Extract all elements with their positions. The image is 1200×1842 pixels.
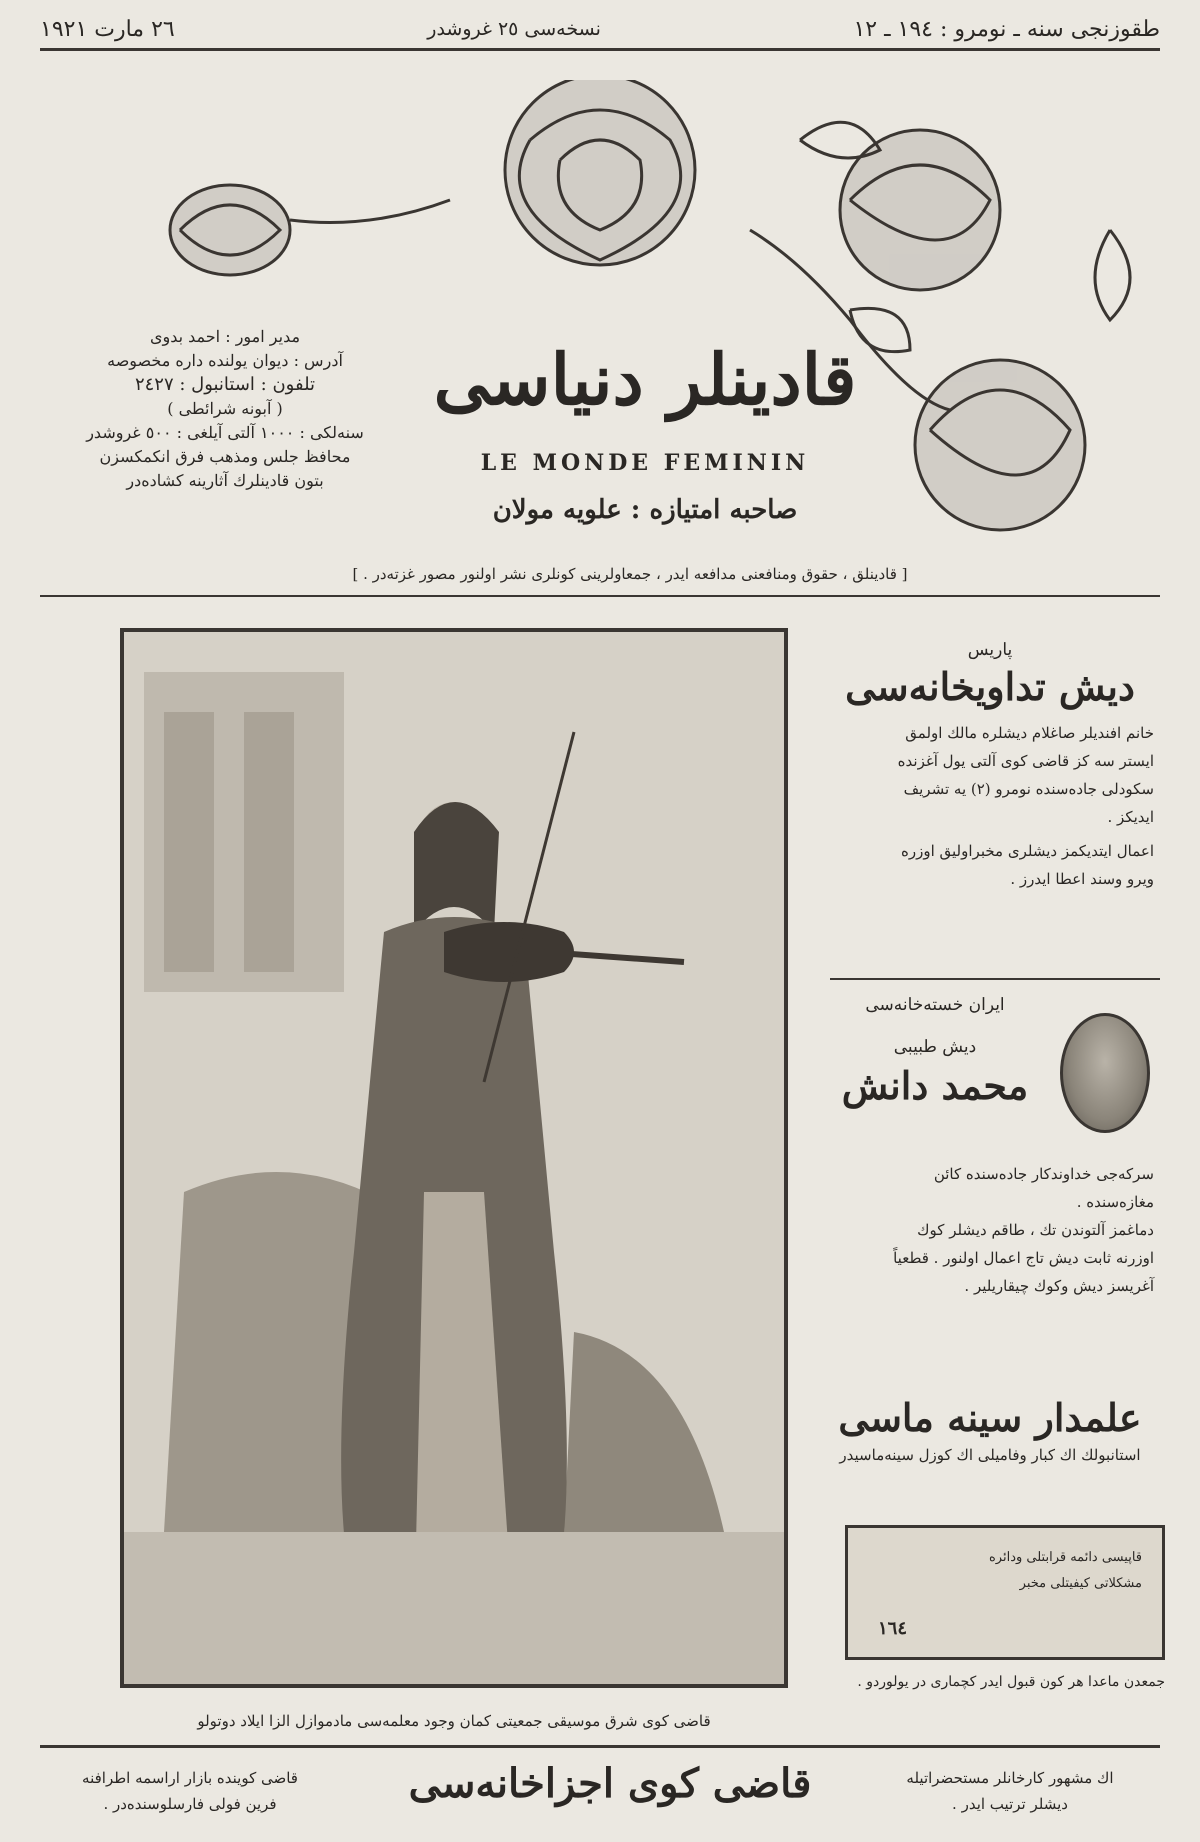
masthead-title-french: LE MONDE FEMININ <box>480 450 810 476</box>
dentist-ad <box>820 995 1160 1335</box>
bottom-line: قاضی کوینده بازار اراسمه اطرافنه <box>82 1769 298 1787</box>
bottom-line: اك مشهور کارخانلر مستحضراتیله <box>906 1769 1114 1787</box>
dentist-portrait <box>1060 1013 1150 1133</box>
pharmacy-title: قاضی کوی اجزاخانه‌سی <box>408 1760 812 1807</box>
imprint-line: سنه‌لکی : ١٠٠٠ آلتی آیلغی : ٥٠٠ غروشدر <box>86 423 364 442</box>
bottom-rule <box>40 1745 1160 1748</box>
masthead-title: قادینلر دنیاسی <box>433 338 857 421</box>
bottom-left-ad <box>40 1765 340 1817</box>
cinema-ad <box>820 1395 1160 1464</box>
bottom-line: دیشلر ترتیب ایدر . <box>952 1795 1068 1813</box>
motto: [ قادینلق ، حقوق ومنافعنی مدافعه ایدر ، جمعاولرینی کونلری نشر اولنور مصور غزته‌در . ] <box>352 565 908 583</box>
imprint-line: ( آبونه شرائطی ) <box>167 399 283 418</box>
ad-line: خانم افندیلر صاغلام دیشلره مالك اولمق <box>905 724 1154 742</box>
ad-line: ایستر سه کز قاضی کوی آلتی یول آغزنده <box>897 752 1154 770</box>
ticket-line: قاپیسی دائمه قرابتلی ودائره <box>988 1550 1142 1565</box>
ad-line: ویرو وسند اعطا ایدرز . <box>1010 870 1154 888</box>
imprint-line: مدیر امور : احمد بدوی <box>149 327 301 346</box>
photo-caption: قاضی کوی شرق موسیقی جمعیتی کمان وجود معلمه‌سی مادموازل الزا ایلاد دوتولو <box>197 1712 711 1730</box>
cinema-ad-title: علمدار سینه ماسی <box>838 1395 1142 1440</box>
date-gregorian: ٢٦ مارت ١٩٢١ <box>40 16 175 42</box>
ad-divider <box>830 978 1160 980</box>
dentist-ad-name: محمد دانش <box>841 1063 1029 1108</box>
dental-ad-body <box>820 719 1160 893</box>
ad-line: سرکه‌جی خداوندکار جاده‌سنده کائن <box>933 1165 1154 1183</box>
cinema-ad-subtitle: استانبولك اك کبار وفامیلی اك کوزل سینه‌ماسیدر <box>839 1446 1141 1464</box>
bottom-line: فرین فولی فارسلوسنده‌در . <box>103 1795 277 1813</box>
ticket-number: ١٦٤ <box>878 1618 908 1639</box>
cinema-ad-footer: جمعدن ماعدا هر کون قبول ایدر کچماری در یولوردو . <box>857 1674 1165 1690</box>
ad-line: دماغمز آلتوندن تك ، طاقم دیشلر کوك <box>917 1221 1154 1239</box>
cinema-ticket <box>845 1525 1165 1660</box>
masthead-rule <box>40 595 1160 597</box>
imprint-line: آدرس : دیوان یولنده داره مخصوصه <box>107 351 343 370</box>
header-rule <box>40 48 1160 51</box>
ad-line: مغازه‌سنده . <box>1076 1193 1154 1211</box>
imprint-line: محافظ جلس ومذهب فرق انکمکسزن <box>99 447 351 466</box>
dentist-ad-profession: دیش طبیبی <box>893 1037 977 1057</box>
ad-line: آغریسز دیش وکوك چیقاریلیر . <box>964 1277 1154 1295</box>
ad-line: اعمال ایتدیکمز دیشلری مخبراولیق اوزره <box>901 842 1154 860</box>
imprint-line: بتون قادینلرك آثارینه کشاده‌در <box>126 471 324 490</box>
header-line <box>40 14 1160 44</box>
violinist-photo <box>120 628 788 1688</box>
dental-ad-title: دیش تداویخانه‌سی <box>845 664 1135 709</box>
dentist-ad-body <box>820 1160 1160 1300</box>
bottom-right-ad <box>860 1765 1160 1817</box>
violinist-illustration <box>124 632 784 1684</box>
issue-info: طقوزنجی سنه ـ نومرو : ١٩٤ ـ ١٢ <box>853 16 1160 42</box>
dentist-ad-hospital: ایران خسته‌خانه‌سی <box>865 995 1005 1015</box>
issue-price: نسخه‌سی ٢٥ غروشدر <box>427 18 601 40</box>
ad-line: سکودلی جاده‌سنده نومرو (٢) یه تشریف <box>903 780 1154 798</box>
imprint-block <box>40 325 410 493</box>
ad-line: اوزرنه ثابت دیش تاج اعمال اولنور . قطعیاً <box>893 1249 1154 1267</box>
imprint-line: تلفون : استانبول : ٢٤٢٧ <box>134 374 316 395</box>
dental-clinic-ad <box>820 640 1160 893</box>
masthead-owner: صاحبه امتیازه : علویه مولان <box>492 495 798 525</box>
ad-line: ایدیکز . <box>1107 808 1154 826</box>
dental-ad-subtitle: پاریس <box>967 640 1013 660</box>
dentist-ad-head <box>820 995 1050 1108</box>
ticket-line: مشکلاتی کیفیتلی مخبر <box>1019 1576 1142 1591</box>
